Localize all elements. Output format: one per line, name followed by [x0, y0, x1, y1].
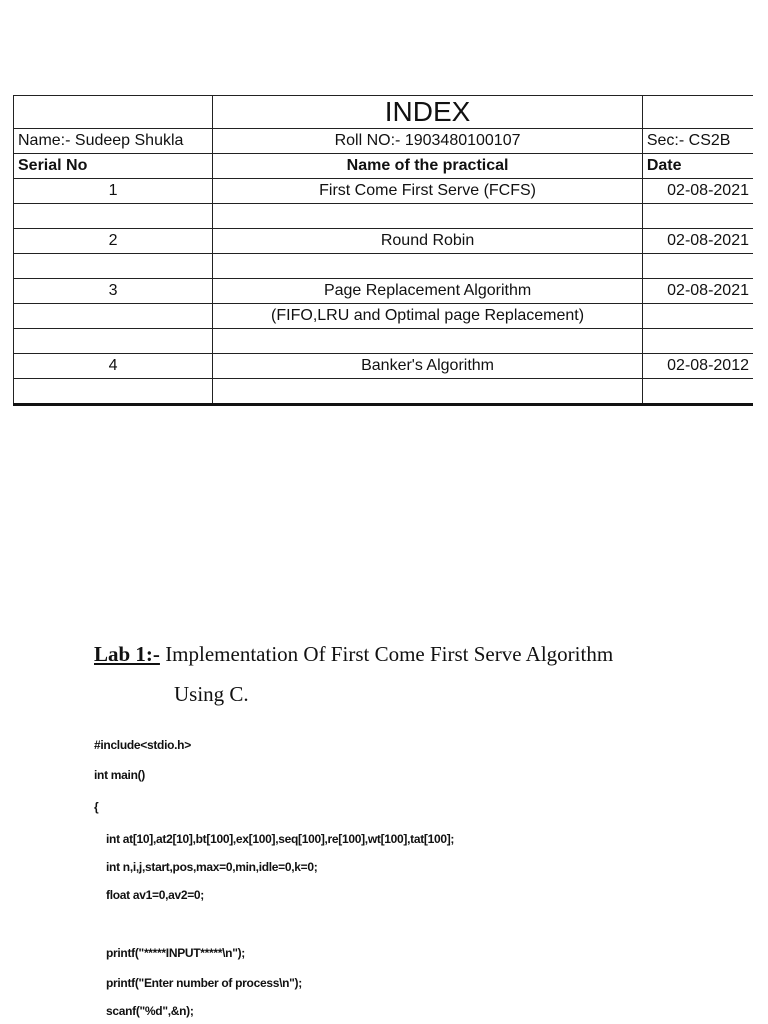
code-line: { — [94, 800, 99, 814]
blank-cell — [642, 379, 753, 405]
student-name: Name:- Sudeep Shukla — [14, 129, 213, 154]
table-row-blank — [14, 254, 754, 279]
table-row-blank — [14, 329, 754, 354]
index-table — [13, 95, 753, 406]
lab-title-line2: Using C. — [174, 682, 249, 706]
date-cell: 02-08-2012 — [642, 354, 753, 379]
blank-cell — [213, 204, 643, 229]
header-practical: Name of the practical — [213, 154, 643, 179]
practical-cell: Banker's Algorithm — [213, 354, 643, 379]
table-row-blank — [14, 379, 754, 405]
practical-cell-continuation: (FIFO,LRU and Optimal page Replacement) — [213, 304, 643, 329]
table-row-continuation — [14, 304, 754, 329]
column-header-row — [14, 154, 754, 179]
date-cell: 02-08-2021 — [642, 229, 753, 254]
code-line: scanf("%d",&n); — [106, 1004, 194, 1018]
title-row-blank-cell — [14, 96, 213, 129]
blank-cell — [14, 254, 213, 279]
blank-cell — [14, 329, 213, 354]
roll-number: Roll NO:- 1903480100107 — [213, 129, 643, 154]
code-line: #include<stdio.h> — [94, 738, 191, 752]
student-info-row — [14, 129, 754, 154]
blank-cell — [642, 204, 753, 229]
header-serial: Serial No — [14, 154, 213, 179]
blank-cell — [213, 254, 643, 279]
code-line: int n,i,j,start,pos,max=0,min,idle=0,k=0; — [106, 860, 318, 874]
code-line: float av1=0,av2=0; — [106, 888, 205, 902]
title-row-blank-cell — [642, 96, 753, 129]
blank-cell — [642, 329, 753, 354]
blank-cell — [642, 254, 753, 279]
lab-heading — [94, 634, 754, 714]
index-title: INDEX — [213, 96, 643, 129]
index-title-row — [14, 96, 754, 129]
serial-cell: 2 — [14, 229, 213, 254]
blank-cell — [213, 379, 643, 405]
practical-cell: Round Robin — [213, 229, 643, 254]
table-row — [14, 279, 754, 304]
table-row-blank — [14, 204, 754, 229]
blank-cell — [642, 304, 753, 329]
code-line: printf("*****INPUT*****\n"); — [106, 946, 245, 960]
table-row — [14, 229, 754, 254]
lab-title-line1: Implementation Of First Come First Serve Algorithm — [159, 642, 614, 666]
blank-cell — [14, 204, 213, 229]
table-row — [14, 179, 754, 204]
date-cell: 02-08-2021 — [642, 179, 753, 204]
blank-cell — [14, 304, 213, 329]
blank-cell — [213, 329, 643, 354]
section: Sec:- CS2B — [642, 129, 753, 154]
lab-label: Lab 1:- — [94, 642, 160, 666]
practical-cell: Page Replacement Algorithm — [213, 279, 643, 304]
date-cell: 02-08-2021 — [642, 279, 753, 304]
code-line: printf("Enter number of process\n"); — [106, 976, 302, 990]
table-row — [14, 354, 754, 379]
serial-cell: 1 — [14, 179, 213, 204]
blank-cell — [14, 379, 213, 405]
practical-cell: First Come First Serve (FCFS) — [213, 179, 643, 204]
header-date: Date — [642, 154, 753, 179]
code-line: int main() — [94, 768, 145, 782]
serial-cell: 3 — [14, 279, 213, 304]
serial-cell: 4 — [14, 354, 213, 379]
code-line: int at[10],at2[10],bt[100],ex[100],seq[100],re[100],wt[100],tat[100]; — [106, 832, 455, 846]
